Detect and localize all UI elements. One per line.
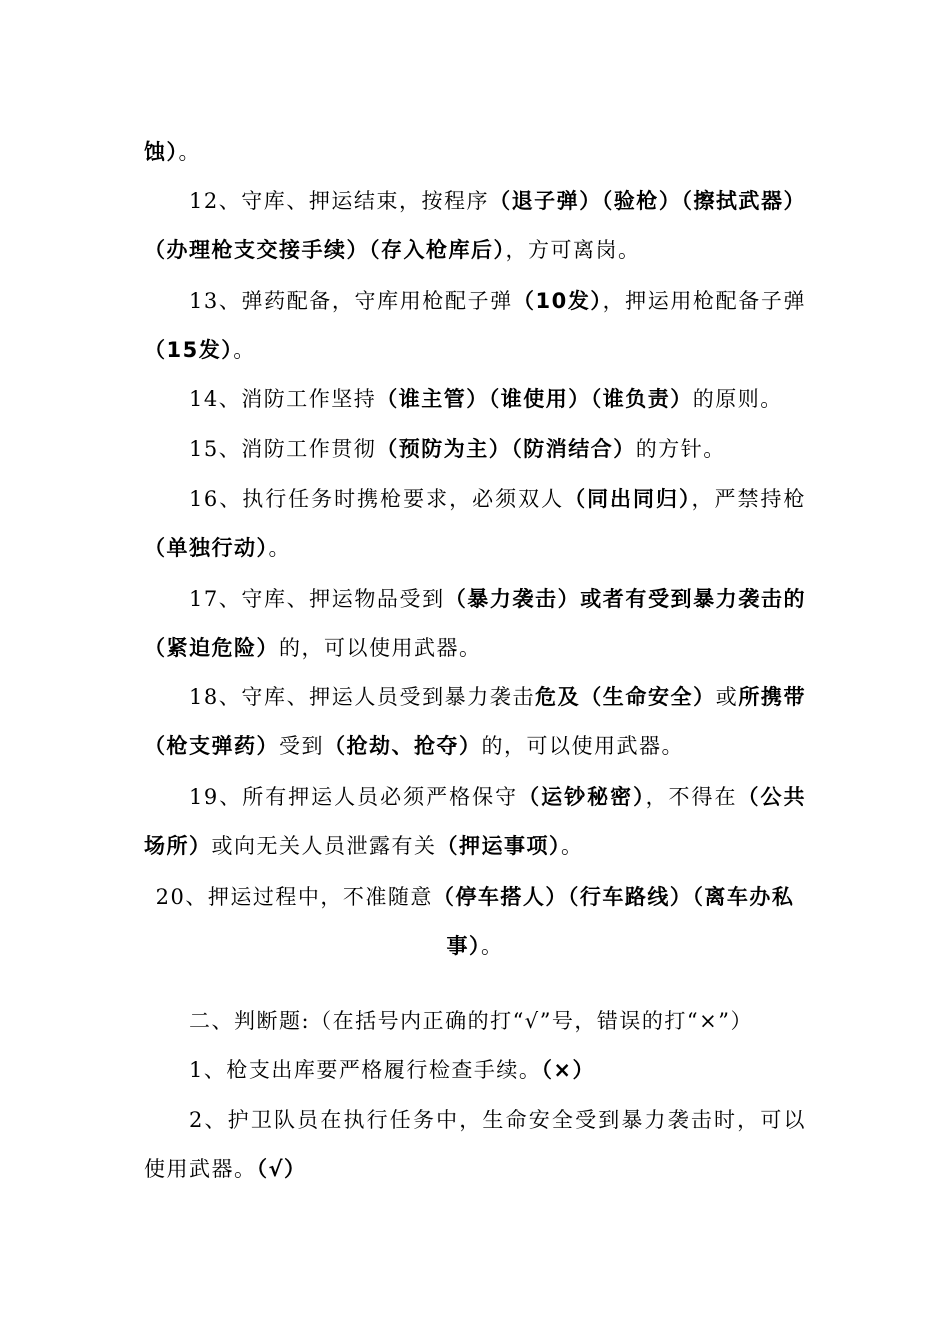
body-text: ，押运用枪配备子弹: [602, 289, 806, 313]
body-text: 。: [233, 338, 256, 362]
body-text: 。: [561, 834, 584, 858]
question-text: 14、消防工作坚持: [189, 387, 377, 411]
body-text: ，方可离岗。: [505, 238, 641, 262]
paragraph-tail-11: [144, 128, 806, 177]
body-text: ，严禁持枪: [691, 487, 806, 511]
answer-text: （运钞秘密）: [518, 785, 646, 809]
answer-text: （停车搭人）（行车路线）（离车办私事）: [432, 885, 795, 958]
body-text: 的原则。: [692, 387, 783, 411]
answer-text: 危及（生命安全）: [535, 685, 716, 709]
question-19: [144, 773, 806, 871]
body-text: 。: [268, 536, 291, 560]
body-text: 。: [481, 934, 504, 958]
answer-text: （押运事项）: [436, 834, 561, 858]
question-16: [144, 475, 806, 573]
question-text: 19、所有押运人员必须严格保守: [189, 785, 519, 809]
answer-text: （暴力袭击）或者有受到暴力袭击的（紧迫危险）: [144, 587, 806, 660]
question-14: [144, 375, 806, 424]
answer-text: 所携带（枪支弹药）: [144, 685, 807, 758]
answer-text: （退子弹）（验枪）（擦拭武器）（办理枪支交接手续）（存入枪库后）: [144, 189, 806, 262]
answer-text: （15发）: [144, 338, 234, 362]
answer-text: （10发）: [512, 289, 603, 313]
question-text: 1、枪支出库要严格履行检查手续。: [189, 1058, 542, 1082]
body-text: 受到: [279, 734, 324, 758]
question-20: [144, 873, 806, 971]
answer-text: （谁主管）（谁使用）（谁负责）: [376, 387, 693, 411]
answer-text: （同出同归）: [564, 487, 692, 511]
answer-text: （公共场所）: [144, 785, 807, 858]
true-false-question-2: [144, 1096, 806, 1194]
body-text: 的，可以使用武器。: [279, 636, 482, 660]
answer-mark: （×）: [541, 1058, 595, 1082]
answer-text: （单独行动）: [144, 536, 269, 560]
body-text: ，不得在: [645, 785, 738, 809]
question-12: [144, 177, 806, 275]
question-text: 13、弹药配备，守库用枪配子弹: [189, 289, 513, 313]
answer-mark: （√）: [256, 1157, 307, 1181]
question-text: 18、守库、押运人员受到暴力袭击: [189, 685, 536, 709]
question-17: [144, 575, 806, 673]
answer-text: （抢劫、抢夺）: [324, 734, 482, 758]
question-18: [144, 673, 806, 771]
question-text: 17、守库、押运物品受到: [189, 587, 445, 611]
true-false-question-1: [144, 1046, 806, 1095]
section-title-true-false: [144, 997, 806, 1046]
question-13: [144, 277, 806, 375]
question-15: [144, 425, 806, 474]
question-text: 20、押运过程中，不准随意: [155, 885, 433, 909]
question-text: 16、执行任务时携枪要求，必须双人: [189, 487, 565, 511]
body-text: 的，可以使用武器。: [481, 734, 684, 758]
body-text: 或: [715, 685, 739, 709]
answer-text: 蚀）: [144, 140, 179, 164]
body-text: 或向无关人员泄露有关: [211, 834, 437, 858]
body-text: 的方针。: [635, 437, 726, 461]
body-text: 。: [178, 140, 201, 164]
question-text: 15、消防工作贯彻: [189, 437, 377, 461]
section-title-text: 二、判断题:（在括号内正确的打“√”号，错误的打“×”）: [189, 1009, 753, 1033]
answer-text: （预防为主）（防消结合）: [376, 437, 636, 461]
question-text: 2、护卫队员在执行任务中，生命安全受到暴力袭击时，可以使用武器。: [144, 1108, 806, 1181]
question-text: 12、守库、押运结束，按程序: [189, 189, 490, 213]
